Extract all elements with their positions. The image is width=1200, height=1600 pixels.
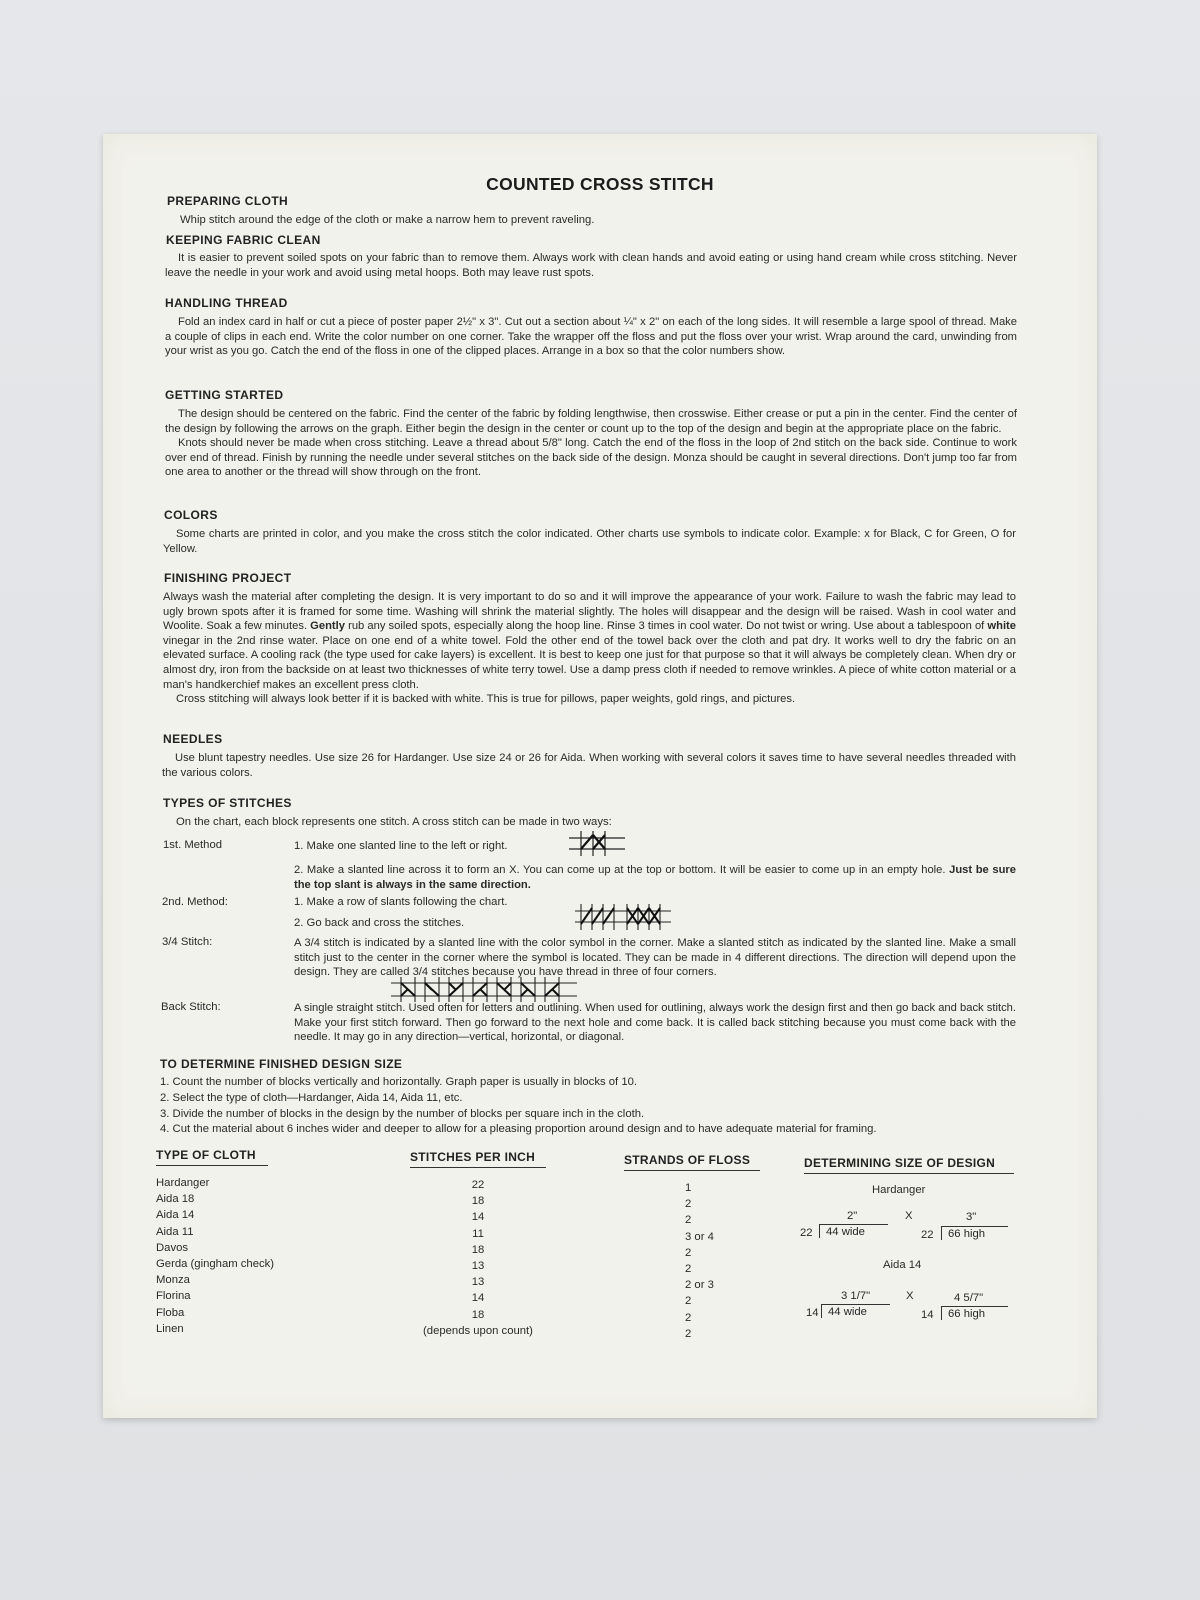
hardanger-width-dividend: 44 wide (819, 1224, 888, 1238)
table-cell: (depends upon count) (423, 1324, 533, 1337)
table-cell: 2 (685, 1327, 692, 1340)
finishing-text-c: rub any soiled spots, especially along the hoop line. Rinse 3 times in cool water. Do not twist or wring. Use about a tablespoon of (348, 620, 985, 633)
header-stitches-per-inch: STITCHES PER INCH (410, 1150, 546, 1168)
types-intro: On the chart, each block represents one stitch. A cross stitch can be made in two ways: (176, 816, 612, 828)
back-stitch-label: Back Stitch: (161, 1001, 221, 1013)
hardanger-height-result: 3" (966, 1211, 977, 1223)
table-cell: 3 or 4 (685, 1230, 714, 1243)
table-cell: 2 (685, 1263, 692, 1276)
method2-step1: 1. Make a row of slants following the chart. (294, 896, 508, 908)
table-cell: 13 (471, 1260, 485, 1273)
aida-width-result: 3 1/7" (841, 1290, 871, 1302)
aida-example-label: Aida 14 (883, 1259, 922, 1271)
hardanger-height-dividend: 66 high (941, 1226, 1008, 1240)
types-heading: TYPES OF STITCHES (163, 796, 292, 810)
method1-step2 (294, 863, 1016, 892)
preparing-heading: PREPARING CLOTH (167, 194, 289, 208)
table-cell: Floba (156, 1306, 185, 1319)
table-cell: 18 (471, 1195, 485, 1208)
aida-times: X (906, 1290, 914, 1302)
aida-width-dividend: 44 wide (821, 1304, 890, 1318)
table-cell: Linen (156, 1322, 184, 1335)
three-quarter-label: 3/4 Stitch: (162, 936, 213, 948)
strands-column (685, 1180, 714, 1342)
clean-text (165, 251, 1017, 280)
method2-label: 2nd. Method: (162, 896, 228, 908)
table-cell: Florina (156, 1290, 191, 1303)
method1-step2-text: 2. Make a slanted line across it to form an X. You can come up at the top or bottom. It will be easier to come up in an empty hole. (294, 864, 946, 876)
table-cell: 14 (471, 1211, 485, 1224)
finishing-emphasis-white: white (987, 620, 1016, 633)
preparing-text: Whip stitch around the edge of the cloth or make a narrow hem to prevent raveling. (180, 214, 595, 226)
needles-paragraph: Use blunt tapestry needles. Use size 26 for Hardanger. Use size 24 or 26 for Aida. When working with several colors it saves time to have several needles threaded with the various colors. (162, 752, 1016, 779)
table-cell: 18 (471, 1308, 485, 1321)
table-cell: Monza (156, 1274, 190, 1287)
back-stitch-text: A single straight stitch. Used often for letters and outlining. When used for outlining, always work the design first and then go back and back stitch. Make your first stitch forward. Then go forward to the next hole and come back. It is called back stitching because you must come back with the needle. It may go in any direction—vertical, horizontal, or diagonal. (294, 1002, 1016, 1044)
table-cell: 14 (471, 1292, 485, 1305)
method2-step2: 2. Go back and cross the stitches. (294, 917, 465, 929)
instruction-sheet (103, 134, 1097, 1418)
size-step-4: 4. Cut the material about 6 inches wider and deeper to allow for a pleasing proportion around design and to have adequate material for framing. (160, 1123, 877, 1136)
needles-heading: NEEDLES (163, 732, 223, 746)
aida-width-divisor: 14 (806, 1307, 819, 1319)
table-cell: 22 (471, 1179, 485, 1191)
finishing-text (163, 590, 1016, 707)
colors-heading: COLORS (164, 508, 218, 522)
table-cell: Hardanger (156, 1177, 210, 1189)
table-cell: 2 (685, 1214, 692, 1227)
cloth-column (156, 1175, 274, 1337)
row-stitch-icon (575, 902, 675, 932)
started-paragraph-2: Knots should never be made when cross stitching. Leave a thread about 5/8" long. Catch the end of the floss in the loop of 2nd stitch on the back side. Continue to work over end of thread. Finish by running the needle under several stitches on the back side of the design. Monza should be caught in several directions. Don't jump too far from one area to another or the thread will show through on the front. (165, 437, 1017, 479)
finishing-text-e: vinegar in the 2nd rinse water. Place on one end of a white towel. Fold the other end of the towel back over the cloth and pat dry. It works well to dry the fabric on an elevated surface. A cooling rack (the type used for cake layers) is excellent. It is best to keep one just for that purpose so that it will always be completely clean. When dry or almost dry, iron from the backside on at least two thicknesses of white terry towel. Use a damp press cloth if needed to remove wrinkles. A piece of white cotton material or a man's handkerchief makes an excellent press cloth. (163, 634, 1016, 691)
aida-height-dividend: 66 high (941, 1306, 1008, 1320)
header-determining-size: DETERMINING SIZE OF DESIGN (804, 1156, 1014, 1174)
table-cell: 2 (685, 1198, 692, 1211)
aida-height-divisor: 14 (921, 1309, 934, 1321)
needles-text (162, 751, 1016, 780)
started-text (165, 407, 1017, 480)
cross-stitch-icon (569, 829, 629, 857)
colors-paragraph: Some charts are printed in color, and you make the cross stitch the color indicated. Other charts use symbols to indicate color. Example: x for Black, C for Green, O for Yellow. (163, 528, 1016, 555)
three-quarter-stitch-icon (391, 977, 581, 1003)
aida-height-result: 4 5/7" (954, 1292, 984, 1304)
table-cell: Aida 11 (156, 1225, 194, 1238)
size-steps (160, 1075, 877, 1138)
finishing-paragraph-1 (163, 590, 1016, 692)
table-cell: 2 (685, 1311, 692, 1324)
hardanger-example-label: Hardanger (872, 1184, 926, 1196)
started-heading: GETTING STARTED (165, 388, 284, 402)
hardanger-width-result: 2" (847, 1210, 858, 1222)
finishing-paragraph-2: Cross stitching will always look better if it is backed with white. This is true for pillows, paper weights, gold rings, and pictures. (176, 693, 796, 706)
method1-label: 1st. Method (163, 839, 223, 851)
size-heading: TO DETERMINE FINISHED DESIGN SIZE (160, 1057, 403, 1071)
finishing-text-a: Always wash the material after completing the design. It is very important to do so and it will improve the appearance of your work. Failure to wash the fabric may lead to ugly brown spots after it is framed for some time. Washing will shrink the material slightly. The holes will disappear and the design will be raised. Wash in cool water and Woolite. Soak a few minutes. (163, 591, 1016, 633)
method1-step2-emphasis: Just be sure the top slant is always in the same direction. (294, 864, 1016, 891)
clean-heading: KEEPING FABRIC CLEAN (166, 233, 321, 247)
hardanger-width-divisor: 22 (800, 1227, 813, 1239)
colors-text (163, 527, 1016, 556)
finishing-emphasis-gently: Gently (310, 620, 345, 633)
table-cell: 2 (685, 1295, 692, 1308)
table-cell: 18 (471, 1243, 485, 1256)
page-title: COUNTED CROSS STITCH (486, 174, 714, 194)
table-cell: 2 (685, 1246, 692, 1259)
table-cell: Aida 18 (156, 1193, 195, 1206)
thread-paragraph: Fold an index card in half or cut a piece of poster paper 2½" x 3". Cut out a section about ¼" x 2" on each of the long sides. It will resemble a large spool of thread. Make a couple of clips in each end. Write the color number on one corner. Take the wrapper off the floss and put the floss over your wrist. Wrap around the card, unwinding from your wrist as you go. Catch the end of the floss in one of the clipped places. Arrange in a box so that the color numbers show. (165, 316, 1017, 358)
finishing-heading: FINISHING PROJECT (164, 571, 292, 585)
table-cell: Davos (156, 1241, 189, 1254)
hardanger-height-divisor: 22 (921, 1229, 934, 1241)
table-cell: 13 (471, 1276, 485, 1289)
table-cell: 1 (685, 1182, 692, 1194)
table-cell: Aida 14 (156, 1209, 195, 1222)
header-strands-of-floss: STRANDS OF FLOSS (624, 1153, 760, 1171)
table-cell: Gerda (gingham check) (156, 1258, 275, 1271)
size-step-2: 2. Select the type of cloth—Hardanger, Aida 14, Aida 11, etc. (160, 1091, 463, 1104)
header-type-of-cloth: TYPE OF CLOTH (156, 1148, 268, 1166)
size-step-1: 1. Count the number of blocks vertically and horizontally. Graph paper is usually in blocks of 10. (160, 1076, 638, 1088)
table-cell: 2 or 3 (685, 1279, 714, 1292)
thread-heading: HANDLING THREAD (165, 296, 288, 310)
started-paragraph-1: The design should be centered on the fabric. Find the center of the fabric by folding lengthwise, then crosswise. Either crease or put a pin in the center. Find the center of the design by following the arrows on the graph. Either begin the design in the center or count up to the top of the design and begin at the appropriate place on the fabric. (165, 408, 1017, 435)
size-step-3: 3. Divide the number of blocks in the design by the number of blocks per square inch in the cloth. (160, 1107, 645, 1120)
method1-step1: 1. Make one slanted line to the left or right. (294, 840, 508, 852)
clean-paragraph: It is easier to prevent soiled spots on your fabric than to remove them. Always work with clean hands and avoid eating or using hand cream while cross stitching. Never leave the needle in your work and avoid using metal hoops. Both may leave rust spots. (165, 252, 1017, 279)
thread-text (165, 315, 1017, 359)
hardanger-times: X (905, 1210, 913, 1222)
three-quarter-text: A 3/4 stitch is indicated by a slanted line with the color symbol in the corner. Make a slanted stitch as indicated by the slanted line. Make a small stitch just to the center in the corner where the symbol is located. They can be made in 4 different directions. The direction will depend upon the design. They are called 3/4 stitches because you have thread in three of four corners. (294, 937, 1016, 979)
stitches-column (408, 1177, 548, 1339)
table-cell: 11 (472, 1227, 484, 1240)
